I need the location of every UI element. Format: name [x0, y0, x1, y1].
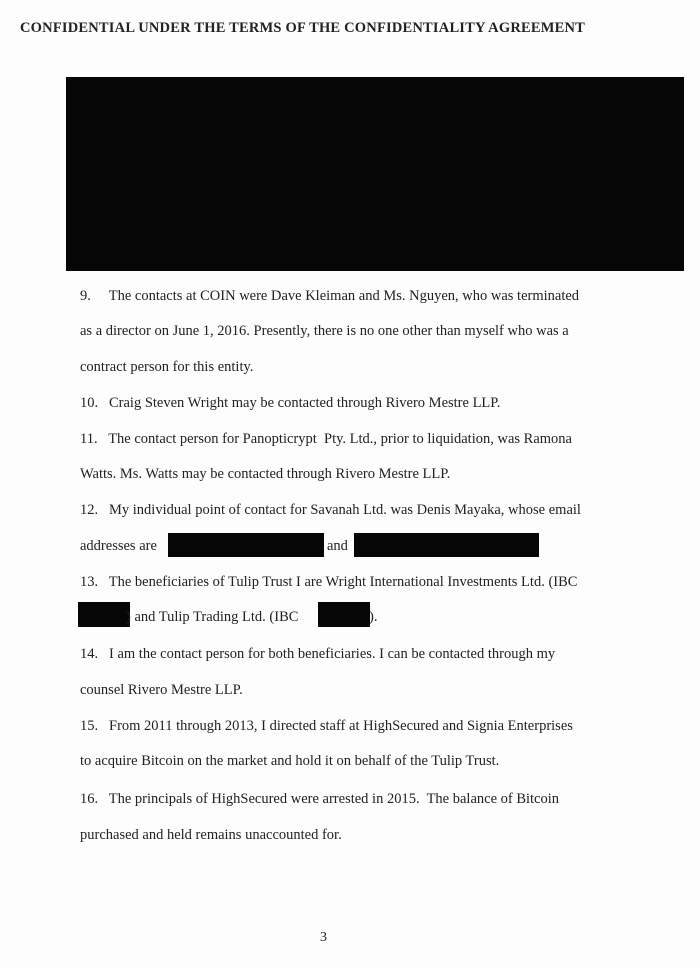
paragraph-9-line-3: contract person for this entity.	[80, 359, 254, 375]
paragraph-13-line-2: ) and Tulip Trading Ltd. (IBC	[126, 609, 299, 625]
paragraph-10-line-1: 10. Craig Steven Wright may be contacted through Rivero Mestre LLP.	[80, 395, 501, 411]
paragraph-15-line-1: 15. From 2011 through 2013, I directed staff at HighSecured and Signia Enterprises	[80, 718, 573, 734]
paragraph-13-line-1: 13. The beneficiaries of Tulip Trust I are Wright International Investments Ltd. (IBC	[80, 574, 578, 590]
paragraph-16-line-1: 16. The principals of HighSecured were arrested in 2015. The balance of Bitcoin	[80, 791, 560, 807]
page-number: 3	[320, 930, 327, 945]
paragraph-12-and: and	[327, 538, 348, 554]
paragraph-11-line-2: Watts. Ms. Watts may be contacted through Rivero Mestre LLP.	[80, 466, 451, 482]
paragraph-9-line-1: 9. The contacts at COIN were Dave Kleiman and Ms. Nguyen, who was terminated	[80, 288, 580, 304]
redaction-email-2	[354, 533, 539, 557]
paragraph-15-line-2: to acquire Bitcoin on the market and hold it on behalf of the Tulip Trust.	[80, 753, 500, 769]
paragraph-12-line-1: 12. My individual point of contact for Savanah Ltd. was Denis Mayaka, whose email	[80, 502, 581, 518]
paragraph-11-line-1: 11. The contact person for Panopticrypt Pty. Ltd., prior to liquidation, was Ramona	[80, 431, 572, 447]
paragraph-9-line-2: as a director on June 1, 2016. Presently, there is no one other than myself who was a	[80, 323, 569, 339]
redaction-ibc-1	[78, 602, 130, 627]
redaction-block-top	[66, 77, 684, 271]
redaction-ibc-2	[318, 602, 370, 627]
confidentiality-header: CONFIDENTIAL UNDER THE TERMS OF THE CONFIDENTIALITY AGREEMENT	[20, 20, 586, 36]
paragraph-14-line-2: counsel Rivero Mestre LLP.	[80, 682, 243, 698]
paragraph-16-line-2: purchased and held remains unaccounted for.	[80, 827, 342, 843]
paragraph-13-line-2-end: ).	[369, 609, 378, 625]
paragraph-12-line-2: addresses are	[80, 538, 157, 554]
paragraph-14-line-1: 14. I am the contact person for both beneficiaries. I can be contacted through my	[80, 646, 556, 662]
redaction-email-1	[168, 533, 324, 557]
